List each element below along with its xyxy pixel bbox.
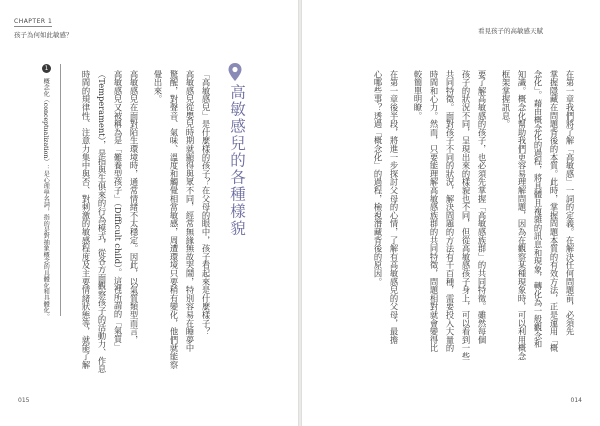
running-head: 看見孩子的高敏感天賦 bbox=[478, 27, 543, 35]
paragraph-line: （Temperament），是指與生俱來的行為模式，從各方面觀察孩子的活動力、作息 bbox=[97, 70, 107, 374]
paragraph-line: 孩子的狀況不同，呈現出來的樣貌也不同，但從高敏感孩子身上，可以看到一些 bbox=[461, 70, 471, 361]
paragraph-line: 時間的規律性、注意力集中與否、對刺激的敏感程度及主要情緒狀態等，就能了解 bbox=[81, 70, 91, 369]
left-page bbox=[0, 0, 298, 426]
chapter-label: CHAPTER 1 bbox=[14, 18, 53, 25]
paragraph-line: 共同特徵。面對孩子不同的狀況，解決問題的方法有千百種，需要投入大量的 bbox=[445, 70, 455, 353]
paragraph-line: 時間和心力。然而，只要能理解高敏感族群的共同特徵，問題相對就會變得比 bbox=[429, 70, 439, 353]
paragraph-line: 高敏感兒在面對陌生環境時，通常情緒不太穩定。因此，以氣質類型而言， bbox=[129, 70, 139, 344]
page-number: 014 bbox=[570, 397, 582, 404]
paragraph-line: 掌握隱藏在問題背後的本質。此時，掌握問題本質的有效方法，正是運用「概 bbox=[549, 70, 559, 353]
paragraph-line: 覺出來。 bbox=[153, 70, 163, 104]
paragraph-line: 念化」。藉由概念化的過程，將具體且複雜的訊息和現象，轉化為一般觀念和 bbox=[533, 70, 543, 349]
paragraph-line: 要了解高敏感的孩子，也必須先掌握「高敏感族群」的共同特徵。雖然每個 bbox=[477, 70, 487, 344]
map-pin-icon bbox=[227, 62, 243, 82]
paragraph-line: 較簡單明瞭。 bbox=[413, 70, 423, 120]
paragraph-line: 驚醒，對聲音、氣味、溫度和觸覺相當敏感，周遭環境只要稍有變化，他們就能察 bbox=[169, 70, 179, 369]
footnote-divider bbox=[60, 64, 61, 316]
section-title: 高敏感兒的各種樣貌 bbox=[228, 84, 246, 237]
paragraph-line: 高敏感兒從嬰兒時期就顯得與眾不同，經常無緣無故哭鬧，特別容易在睡夢中 bbox=[185, 70, 195, 353]
paragraph-line: 知識。概念化幫助我們更容易理解問題，因為在觀察某種現象時，可以利用概念 bbox=[517, 70, 527, 361]
paragraph-line: 在第一章後半段，將進一步探討父母的心情，了解有高敏感兒的父母，最擔 bbox=[389, 70, 399, 344]
chapter-subtitle: 孩子為何如此敏感？ bbox=[14, 31, 73, 39]
paragraph-line: 「高敏感兒」是什麼樣的孩子？在父母的眼中，孩子看起來是什麼樣子？ bbox=[201, 70, 211, 336]
page-number: 015 bbox=[18, 397, 30, 404]
paragraph-line: 高敏感兒又被稱為是「難養型孩子」（Difficult child）。這裡所謂的「氣質」 bbox=[113, 70, 123, 352]
paragraph-line: 框架掌握訊息。 bbox=[501, 70, 511, 129]
paragraph-line: 在第一章我們將了解「高敏感」一詞的定義。在解決任何問題前，必須先 bbox=[565, 70, 575, 336]
footnote-marker: 1 bbox=[42, 64, 51, 73]
footnote-text: 概念化（conceptualization）：是心理學名詞，指的是對抽象概念的具體化和具體化。 bbox=[42, 78, 50, 320]
paragraph-line: 心哪些事？透過「概念化」的過程，檢視潛藏背後的原因。 bbox=[373, 70, 383, 286]
right-page bbox=[302, 0, 600, 426]
